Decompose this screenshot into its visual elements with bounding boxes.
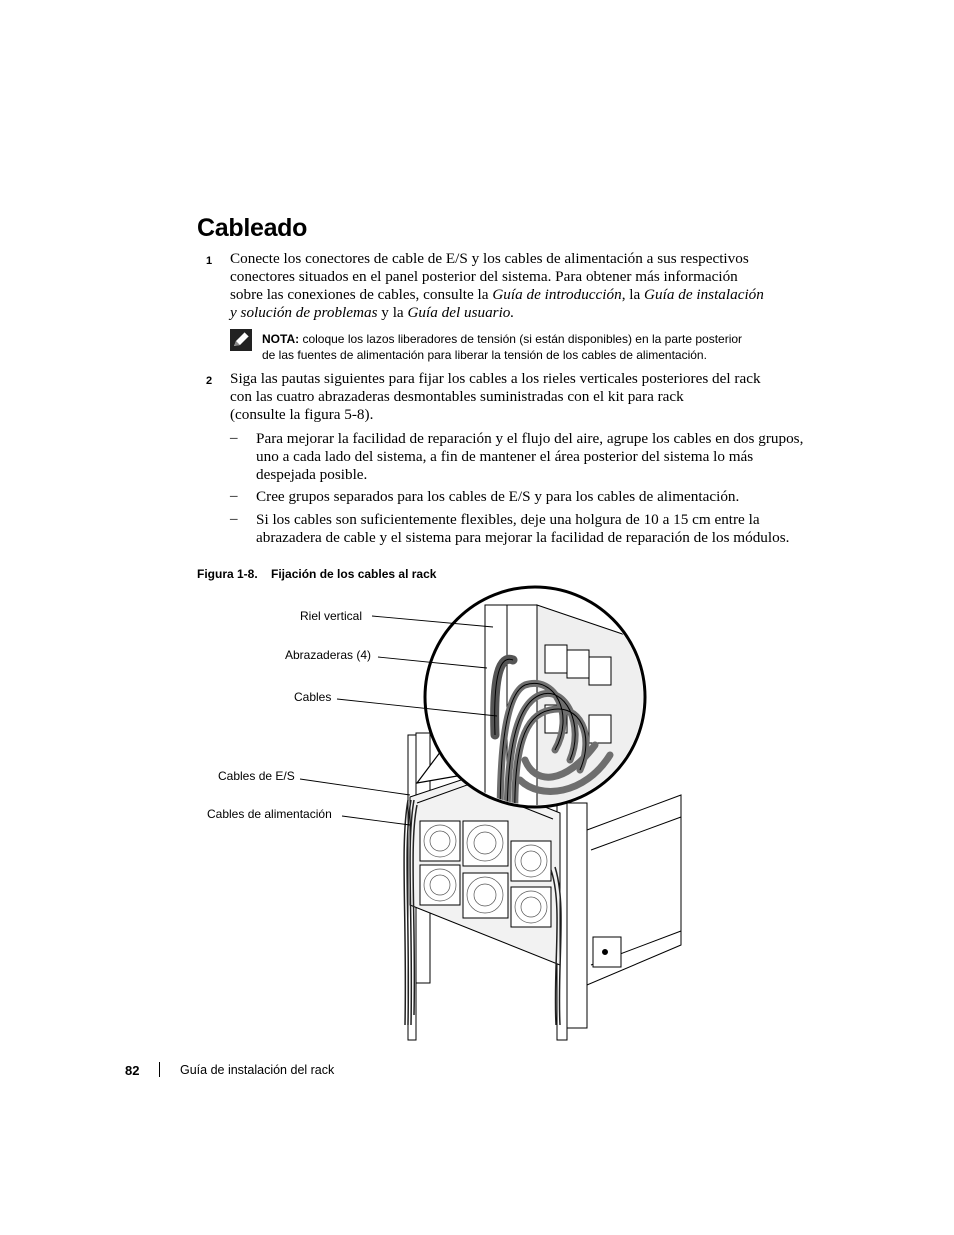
- step-1-line-2: conectores situados en el panel posterior del sistema. Para obtener más información: [230, 268, 738, 285]
- step-1-line-4: [230, 304, 764, 322]
- bullet-1-line-3: despejada posible.: [256, 466, 368, 483]
- bullet-3-line-2: abrazadera de cable y el sistema para mejorar la facilidad de reparación de los módulos.: [256, 529, 790, 546]
- step-2-line-3: (consulte la figura 5-8).: [230, 406, 374, 423]
- ref-guia-instalacion: Guía de instalación: [644, 286, 764, 303]
- page-number: 82: [125, 1063, 140, 1078]
- bullet-dash-1: –: [230, 430, 238, 446]
- note-pencil-icon: [230, 329, 252, 351]
- rack-side-panel: [587, 795, 681, 985]
- step-1-number: 1: [206, 255, 213, 267]
- ref-guia-introduccion: Guía de introducción: [492, 286, 622, 303]
- callout-riel-vertical: Riel vertical: [300, 609, 363, 623]
- step-2-text: [230, 370, 761, 424]
- bullet-dash-2: –: [230, 488, 238, 504]
- note-line-2: de las fuentes de alimentación para liberar la tensión de los cables de alimentación.: [262, 348, 707, 362]
- step-1-line-1: Conecte los conectores de cable de E/S y los cables de alimentación a sus respectivos: [230, 250, 749, 267]
- bullet-1-line-2: uno a cada lado del sistema, a fin de mantener el área posterior del sistema lo más: [256, 448, 754, 465]
- callout-cables-alimentacion: Cables de alimentación: [207, 807, 332, 821]
- bullet-3: [256, 511, 789, 547]
- ref-guia-usuario: Guía del usuario: [407, 304, 511, 321]
- bullet-1-line-1: Para mejorar la facilidad de reparación y el flujo del aire, agrupe los cables en dos grupos,: [256, 430, 804, 447]
- step-1-text: [230, 250, 764, 322]
- step-1-line-3-sep: , la: [621, 286, 645, 303]
- step-2-number: 2: [206, 375, 213, 387]
- callout-cables: Cables: [294, 690, 332, 704]
- figure-caption: Figura 1-8. Fijación de los cables al rack: [197, 567, 437, 581]
- page-title: Cableado: [197, 214, 308, 242]
- bullet-1: [256, 430, 803, 484]
- step-1-line-3: [230, 286, 764, 304]
- step-1-line-3-text: sobre las conexiones de cables, consulte la: [230, 286, 493, 303]
- note-label: NOTA:: [262, 332, 300, 346]
- footer-doc-title: Guía de instalación del rack: [180, 1063, 335, 1077]
- note-line-1: [262, 331, 742, 347]
- bullet-3-line-1: Si los cables son suficientemente flexibles, deje una holgura de 10 a 15 cm entre la: [256, 511, 760, 528]
- step-2-line-2: con las cuatro abrazaderas desmontables suministradas con el kit para rack: [230, 388, 684, 405]
- step-1-line-4-sep: y la: [377, 304, 408, 321]
- ref-solucion-problemas: y solución de problemas: [230, 304, 378, 321]
- footer-separator: [159, 1062, 160, 1077]
- note-text-1: coloque los lazos liberadores de tensión (si están disponibles) en la parte posterior: [299, 332, 743, 346]
- callout-cables-es: Cables de E/S: [218, 769, 295, 783]
- step-2-line-1: Siga las pautas siguientes para fijar los cables a los rieles verticales posteriores del rack: [230, 370, 761, 387]
- bullet-2: [256, 488, 739, 506]
- callout-abrazaderas: Abrazaderas (4): [285, 648, 372, 662]
- bullet-dash-3: –: [230, 511, 238, 527]
- step-1-period: .: [510, 304, 515, 321]
- bullet-2-line-1: Cree grupos separados para los cables de E/S y para los cables de alimentación.: [256, 488, 740, 505]
